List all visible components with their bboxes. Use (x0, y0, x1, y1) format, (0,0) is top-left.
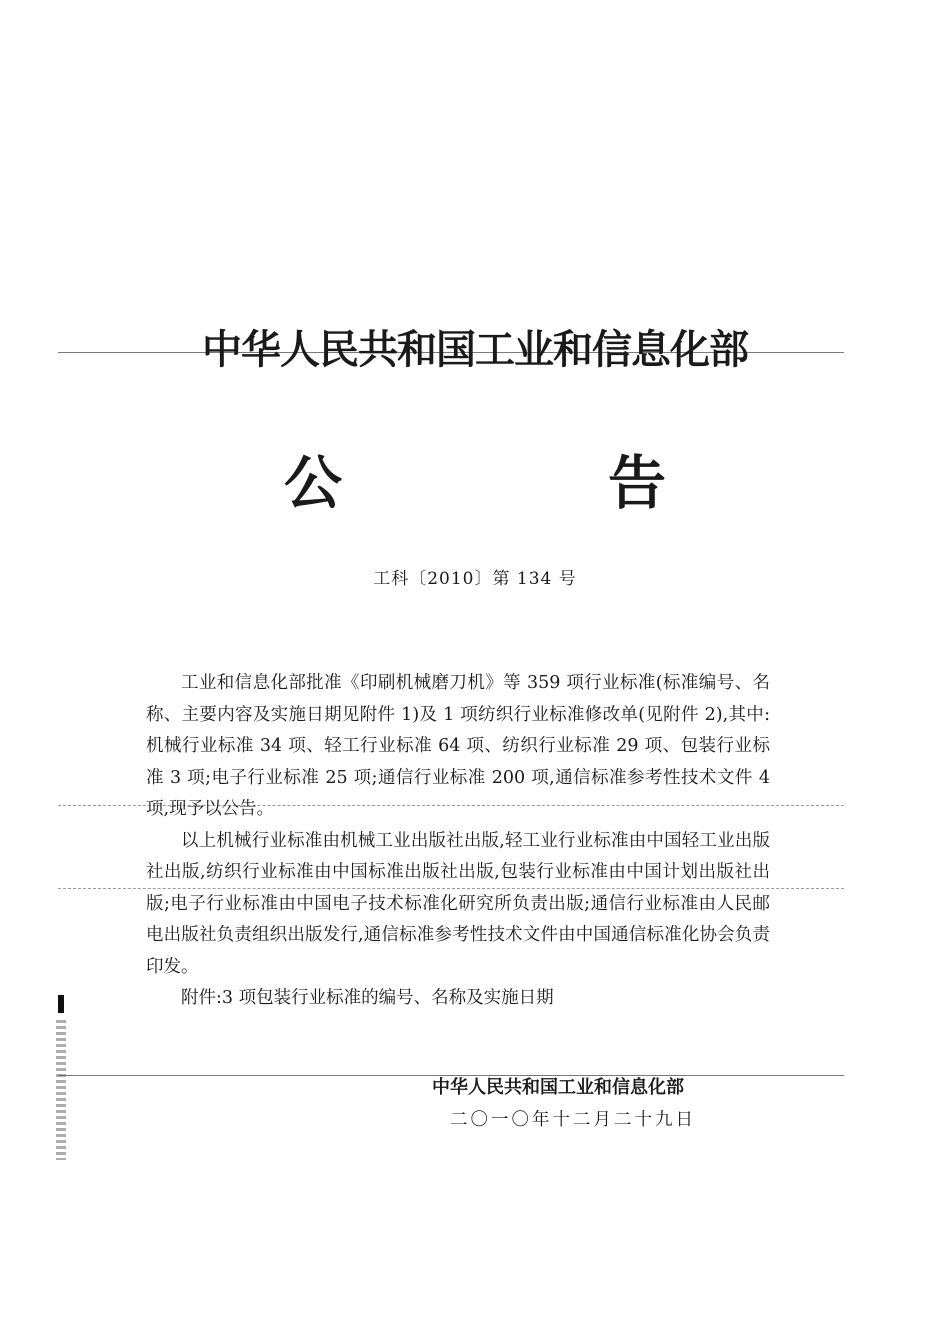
agency-title: 中华人民共和国工业和信息化部 (202, 327, 748, 373)
margin-bar (58, 995, 64, 1013)
attachment-line: 附件:3 项包装行业标准的编号、名称及实施日期 (181, 988, 554, 1008)
body-paragraph: 工业和信息化部批准《印刷机械磨刀机》等 359 项行业标准(标准编号、名称、主要内容及实施日期见附件 1)及 1 项纺织行业标准修改单(见附件 2),其中:机械行业标准 34 项、轻工行业标准 64 项、纺织行业标准 29 项、包装行业标准 3 项;电子行业标准 25 项;通信行业标准 200 项,通信标准参考性技术文件 4 项,现予以公告。 (146, 673, 770, 819)
signature-issuer: 中华人民共和国工业和信息化部 (432, 1077, 684, 1098)
signature-date: 二〇一〇年十二月二十九日 (450, 1110, 696, 1130)
margin-scan-mark (56, 1020, 66, 1160)
announcement-body (146, 668, 770, 1015)
page-title: 公 告 (283, 449, 770, 517)
document-number: 工科〔2010〕第 134 号 (373, 569, 577, 589)
body-paragraph: 以上机械行业标准由机械工业出版社出版,轻工业行业标准由中国轻工业出版社出版,纺织行业标准由中国标准出版社出版,包装行业标准由中国计划出版社出版;电子行业标准由中国电子技术标准化研究所负责出版;通信行业标准由人民邮电出版社负责组织出版发行,通信标准参考性技术文件由中国通信标准化协会负责印发。 (146, 830, 770, 977)
